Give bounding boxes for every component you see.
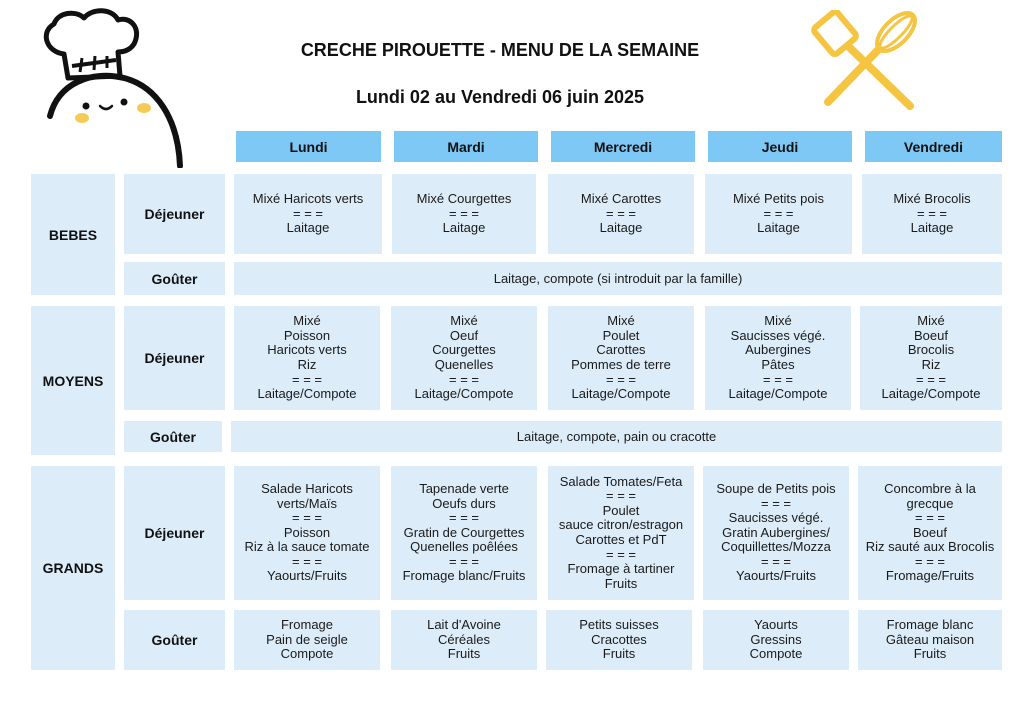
day-header-lundi: Lundi [236,131,381,162]
menu-cell-bebes-dejeuner-mercredi: Mixé Carottes = = = Laitage [548,174,694,254]
utensils-illustration [810,10,930,120]
day-header-mercredi: Mercredi [551,131,695,162]
chef-eye-right [121,99,128,106]
menu-cell-grands-gouter-mercredi: Petits suisses Cracottes Fruits [546,610,692,670]
menu-cell-moyens-dejeuner-vendredi: Mixé Boeuf Brocolis Riz = = = Laitage/Compote [860,306,1002,410]
chef-eye-left [83,103,90,110]
chef-illustration [28,6,198,168]
menu-cell-bebes-dejeuner-vendredi: Mixé Brocolis = = = Laitage [862,174,1002,254]
menu-cell-grands-dejeuner-vendredi: Concombre à la grecque = = = Boeuf Riz sauté aux Brocolis = = = Fromage/Fruits [858,466,1002,600]
day-header-mardi: Mardi [394,131,538,162]
meal-label-dejeuner-moyens: Déjeuner [124,306,225,410]
chef-hat-icon [46,11,136,78]
menu-cell-moyens-gouter-week: Laitage, compote, pain ou cracotte [231,421,1002,452]
menu-cell-moyens-dejeuner-jeudi: Mixé Saucisses végé. Aubergines Pâtes = = = Laitage/Compote [705,306,851,410]
menu-cell-grands-gouter-lundi: Fromage Pain de seigle Compote [234,610,380,670]
meal-label-dejeuner-grands: Déjeuner [124,466,225,600]
whisk-icon [828,10,921,102]
menu-cell-grands-gouter-vendredi: Fromage blanc Gâteau maison Fruits [858,610,1002,670]
menu-cell-bebes-dejeuner-lundi: Mixé Haricots verts = = = Laitage [234,174,382,254]
meal-label-gouter-moyens: Goûter [124,421,222,452]
page-subtitle: Lundi 02 au Vendredi 06 juin 2025 [355,87,645,107]
page-title: CRECHE PIROUETTE - MENU DE LA SEMAINE [300,40,700,60]
menu-cell-bebes-dejeuner-jeudi: Mixé Petits pois = = = Laitage [705,174,852,254]
chef-face-outline [50,76,180,166]
meal-label-gouter-grands: Goûter [124,610,225,670]
menu-cell-grands-gouter-jeudi: Yaourts Gressins Compote [703,610,849,670]
group-label-grands: GRANDS [31,466,115,670]
menu-cell-bebes-gouter-week: Laitage, compote (si introduit par la famille) [234,262,1002,295]
menu-cell-grands-dejeuner-mercredi: Salade Tomates/Feta = = = Poulet sauce citron/estragon Carottes et PdT = = = Fromage à tartiner Fruits [548,466,694,600]
day-header-jeudi: Jeudi [708,131,852,162]
menu-cell-grands-dejeuner-lundi: Salade Haricots verts/Maïs = = = Poisson Riz à la sauce tomate = = = Yaourts/Fruits [234,466,380,600]
meal-label-dejeuner-bebes: Déjeuner [124,174,225,254]
menu-cell-moyens-dejeuner-mercredi: Mixé Poulet Carottes Pommes de terre = = = Laitage/Compote [548,306,694,410]
menu-cell-grands-dejeuner-mardi: Tapenade verte Oeufs durs = = = Gratin de Courgettes Quenelles poêlées = = = Fromage blanc/Fruits [391,466,537,600]
group-label-bebes: BEBES [31,174,115,295]
menu-cell-grands-gouter-mardi: Lait d'Avoine Céréales Fruits [391,610,537,670]
menu-cell-moyens-dejeuner-mardi: Mixé Oeuf Courgettes Quenelles = = = Laitage/Compote [391,306,537,410]
group-label-moyens: MOYENS [31,306,115,455]
menu-cell-grands-dejeuner-jeudi: Soupe de Petits pois = = = Saucisses végé. Gratin Aubergines/ Coquillettes/Mozza = = = Yaourts/Fruits [703,466,849,600]
menu-cell-moyens-dejeuner-lundi: Mixé Poisson Haricots verts Riz = = = Laitage/Compote [234,306,380,410]
menu-cell-bebes-dejeuner-mardi: Mixé Courgettes = = = Laitage [392,174,536,254]
day-header-vendredi: Vendredi [865,131,1002,162]
meal-label-gouter-bebes: Goûter [124,262,225,295]
